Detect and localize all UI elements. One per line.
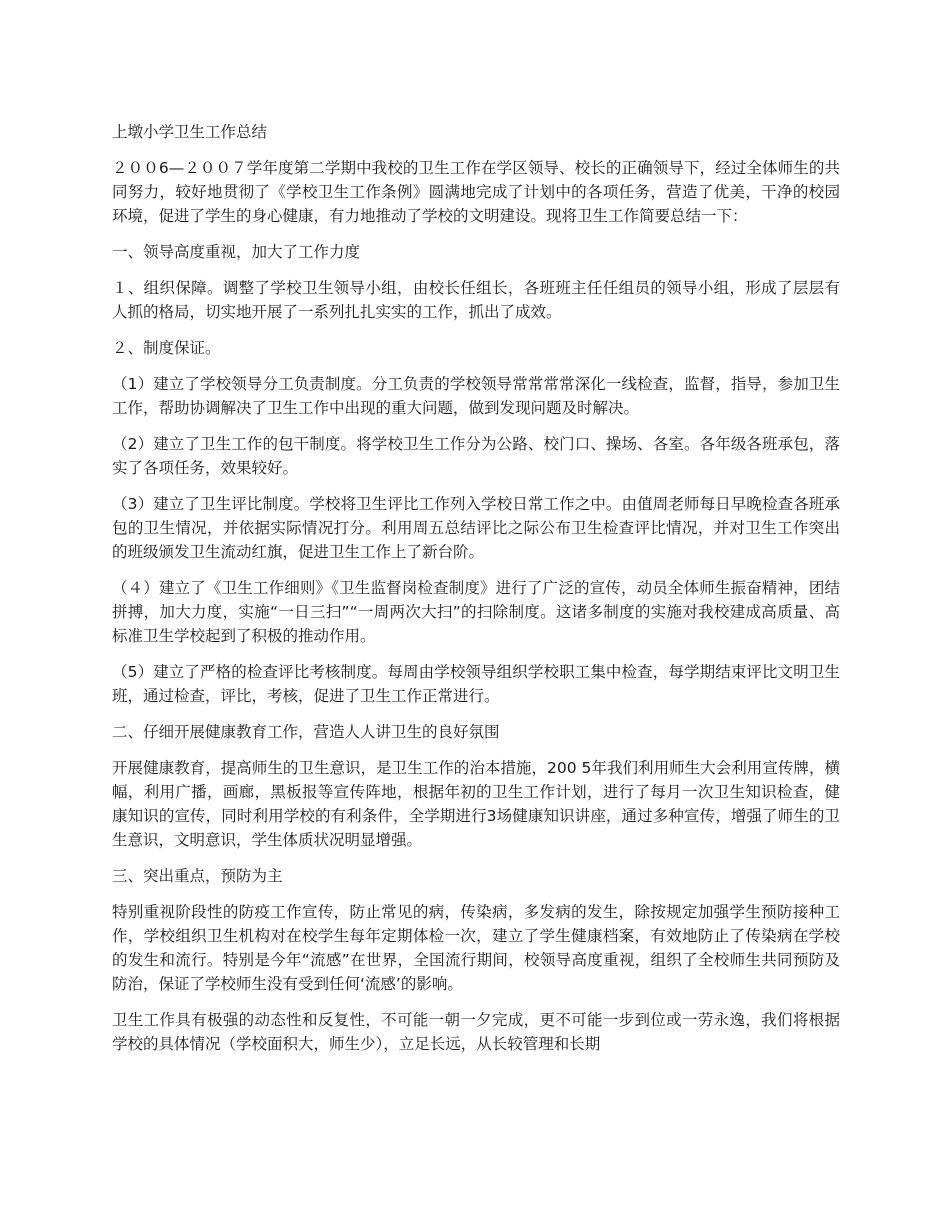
heading-section-3: 三、突出重点，预防为主 xyxy=(112,867,283,885)
heading-section-1: 一、领导高度重视，加大了工作力度 xyxy=(112,243,361,261)
paragraph-closing: 卫生工作具有极强的动态性和反复性，不可能一朝一夕完成，更不可能一步到位或一劳永逸，我们将根据学校的具体情况（学校面积大，师生少），立足长远，从长较管理和长期 xyxy=(112,1011,840,1053)
paragraph-item-5: （5）建立了严格的检查评比考核制度。每周由学校领导组织学校职工集中检查，每学期结束评比文明卫生班，通过检查，评比，考核，促进了卫生工作正常进行。 xyxy=(112,663,840,705)
document-page xyxy=(112,120,840,1068)
paragraph-prevention: 特别重视阶段性的防疫工作宣传，防止常见的病，传染病，多发病的发生，除按规定加强学生预防接种工作，学校组织卫生机构对在校学生每年定期体检一次，建立了学生健康档案，有效地防止了传染病在学校的发生和流行。特别是今年“流感”在世界，全国流行期间，校领导高度重视，组织了全校师生共同预防及防治，保证了学校师生没有受到任何‘流感’的影响。 xyxy=(112,903,840,993)
paragraph-intro: ２００6—２００７学年度第二学期中我校的卫生工作在学区领导、校长的正确领导下，经过全体师生的共同努力，较好地贯彻了《学校卫生工作条例》圆满地完成了计划中的各项任务，营造了优美，干净的校园环境，促进了学生的身心健康，有力地推动了学校的文明建设。现将卫生工作简要总结一下： xyxy=(112,159,840,225)
document-title: 上墩小学卫生工作总结 xyxy=(112,123,268,141)
paragraph-item-3: （3）建立了卫生评比制度。学校将卫生评比工作列入学校日常工作之中。由值周老师每日早晚检查各班承包的卫生情况，并依据实际情况打分。利用周五总结评比之际公布卫生检查评比情况，并对卫生工作突出的班级颁发卫生流动红旗，促进卫生工作上了新台阶。 xyxy=(112,495,840,561)
paragraph-system: ２、制度保证。 xyxy=(112,339,221,357)
paragraph-item-2: （2）建立了卫生工作的包干制度。将学校卫生工作分为公路、校门口、操场、各室。各年级各班承包，落实了各项任务，效果较好。 xyxy=(112,435,840,477)
paragraph-item-1: （1）建立了学校领导分工负责制度。分工负责的学校领导常常常常深化一线检查，监督，指导，参加卫生工作，帮助协调解决了卫生工作中出现的重大问题，做到发现问题及时解决。 xyxy=(112,375,840,417)
paragraph-item-4: （４）建立了《卫生工作细则》《卫生监督岗检查制度》进行了广泛的宣传，动员全体师生振奋精神，团结拼搏，加大力度，实施“一日三扫”“一周两次大扫”的扫除制度。这诸多制度的实施对我校建成高质量、高标准卫生学校起到了积极的推动作用。 xyxy=(112,579,840,645)
heading-section-2: 二、仔细开展健康教育工作，营造人人讲卫生的良好氛围 xyxy=(112,723,500,741)
paragraph-organization: １、组织保障。调整了学校卫生领导小组，由校长任组长，各班班主任任组员的领导小组，形成了层层有人抓的格局，切实地开展了一系列扎扎实实的工作，抓出了成效。 xyxy=(112,279,840,321)
paragraph-health-education: 开展健康教育，提高师生的卫生意识，是卫生工作的治本措施，200 5年我们利用师生大会利用宣传牌，横幅，利用广播，画廊，黑板报等宣传阵地，根据年初的卫生工作计划，进行了每月一次卫生知识检查，健康知识的宣传，同时利用学校的有利条件，全学期进行3场健康知识讲座，通过多种宣传，增强了师生的卫生意识，文明意识，学生体质状况明显增强。 xyxy=(112,759,840,849)
